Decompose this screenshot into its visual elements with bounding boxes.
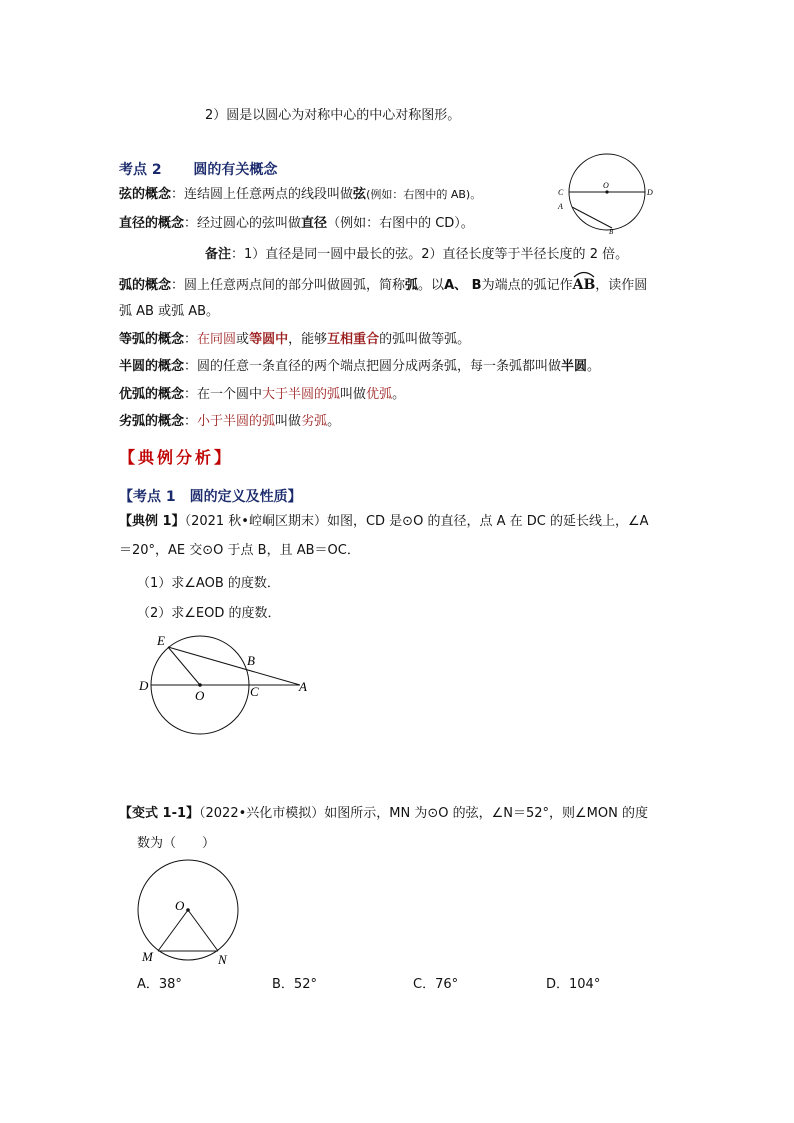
arc-symbol-text: AB [572, 277, 596, 293]
arc-text-4: ，读作圆 [595, 278, 648, 293]
major-arc-text-2: 叫做 [340, 387, 367, 402]
semicircle-text: ：圆的任意一条直径的两个端点把圆分成两条弧，每一条弧都叫做 [184, 359, 562, 374]
top-line: 2）圆是以圆心为对称中心的中心对称图形。 [205, 108, 461, 123]
figure-right-label-a: A [558, 202, 563, 211]
variant1-line1 [119, 805, 648, 823]
minor-arc-text-2: 叫做 [275, 414, 302, 429]
section-2-label: 考点 2 [119, 162, 162, 178]
variant1-tag: 【变式 1-1】 [119, 806, 200, 821]
major-arc-term: 优弧的概念 [119, 387, 185, 402]
arc-endpoints: A、 B [444, 278, 482, 293]
major-arc-red: 大于半圆的弧 [262, 387, 341, 402]
minor-arc-keyword: 劣弧 [301, 414, 328, 429]
equal-arc-text-3: ，能够 [288, 332, 328, 347]
variant1-line2: 数为（ ） [137, 836, 216, 851]
example1-question2: （2）求∠EOD 的度数． [137, 606, 281, 621]
major-arc-keyword: 优弧 [366, 387, 393, 402]
minor-arc-term: 劣弧的概念 [119, 414, 185, 429]
diameter-example: （例如：右图中的 CD）。 [327, 216, 474, 231]
chord-example: (例如：右图中的 AB)。 [366, 188, 482, 201]
ex1-label-b: B [247, 653, 255, 668]
minor-arc-text-3: 。 [327, 414, 341, 429]
figure-right-center-dot [605, 190, 608, 193]
figure-circle-chord-diameter [548, 152, 664, 234]
diameter-term: 直径的概念 [119, 216, 185, 231]
equal-arc-red-2: 等圆中 [249, 332, 289, 347]
minor-arc-definition [119, 413, 340, 431]
option-b[interactable]: B．52° [272, 977, 317, 992]
ex1-label-d: D [139, 678, 149, 693]
option-d[interactable]: D．104° [546, 977, 601, 992]
semicircle-keyword: 半圆 [561, 359, 588, 374]
arc-text-2: 。以 [418, 278, 445, 293]
chord-term: 弦的概念 [119, 187, 172, 202]
ex1-label-a: A [299, 679, 307, 694]
equal-arc-definition [119, 331, 470, 349]
equal-arc-red-3: 互相重合 [327, 332, 380, 347]
var1-label-m: M [142, 949, 153, 964]
arc-definition [119, 276, 647, 295]
figure-variant1 [130, 855, 245, 967]
figure-right-label-d: D [647, 188, 653, 197]
equal-arc-red-1: 在同圆 [197, 332, 237, 347]
kd1-heading: 【考点 1 圆的定义及性质】 [119, 489, 302, 505]
section-2-heading [119, 159, 277, 179]
figure-right-label-o: O [603, 181, 609, 190]
section-2-title: 圆的有关概念 [193, 162, 278, 178]
example1-question1: （1）求∠AOB 的度数． [137, 576, 280, 591]
ex1-label-o: O [195, 688, 205, 703]
arc-definition-line2: 弧 AB 或弧 AB。 [119, 304, 220, 319]
equal-arc-term: 等弧的概念 [119, 332, 185, 347]
ex1-center-dot [198, 683, 202, 687]
arc-keyword: 弧 [405, 278, 419, 293]
option-c[interactable]: C．76° [413, 977, 459, 992]
minor-arc-text-1: ： [184, 414, 198, 429]
figure-right-label-b: B [609, 228, 614, 234]
var1-line-mo [158, 910, 188, 951]
note-text: ：1）直径是同一圆中最长的弦。2）直径长度等于半径长度的 2 倍。 [231, 247, 629, 262]
ex1-label-c: C [250, 684, 259, 699]
arc-notation [573, 276, 596, 295]
major-arc-text-3: 。 [392, 387, 406, 402]
example1-text: （2021 秋•崆峒区期末）如图，CD 是⊙O 的直径，点 A 在 DC 的延长线上，∠A [184, 514, 649, 529]
major-arc-text-1: ：在一个圆中 [184, 387, 263, 402]
arc-symbol-icon [573, 270, 595, 278]
variant1-text: （2022•兴化市模拟）如图所示，MN 为⊙O 的弦，∠N＝52°，则∠MON 的度 [199, 806, 648, 821]
diameter-keyword: 直径 [301, 216, 328, 231]
chord-definition [119, 186, 481, 204]
figure-right-chord-ab [572, 207, 612, 228]
var1-line-on [188, 910, 218, 951]
ex1-label-e: E [157, 633, 165, 648]
var1-label-o: O [175, 898, 185, 913]
var1-center-dot [186, 908, 190, 912]
arc-term: 弧的概念 [119, 278, 172, 293]
equal-arc-text-1: ： [184, 332, 198, 347]
ex1-line-eo [168, 647, 200, 685]
minor-arc-red: 小于半圆的弧 [197, 414, 276, 429]
equal-arc-text-4: 的弧叫做等弧。 [379, 332, 471, 347]
note-label: 备注 [205, 247, 232, 262]
diameter-colon: ： [184, 216, 198, 231]
semicircle-text-2: 。 [587, 359, 601, 374]
var1-label-n: N [218, 952, 227, 967]
ex1-line-ea [168, 647, 300, 685]
semicircle-definition [119, 358, 600, 376]
note-line [205, 246, 628, 264]
arc-text-3: 为端点的弧记作 [481, 278, 573, 293]
semicircle-term: 半圆的概念 [119, 359, 185, 374]
major-arc-definition [119, 386, 405, 404]
chord-keyword: 弦 [353, 187, 367, 202]
diameter-definition [119, 215, 474, 233]
diameter-text: 经过圆心的弦叫做 [197, 216, 302, 231]
arc-text: ：圆上任意两点间的部分叫做圆弧，简称 [171, 278, 406, 293]
equal-arc-text-2: 或 [236, 332, 250, 347]
figure-right-label-c: C [558, 188, 564, 197]
example1-line1 [119, 513, 649, 531]
option-a[interactable]: A．38° [137, 977, 182, 992]
example1-tag: 【典例 1】 [119, 514, 185, 529]
chord-text: 连结圆上任意两点的线段叫做 [184, 187, 354, 202]
example1-line2: ＝20°，AE 交⊙O 于点 B，且 AB＝OC． [119, 543, 360, 558]
examples-heading: 【典例分析】 [119, 448, 234, 467]
chord-colon: ： [171, 187, 185, 202]
figure-example1 [135, 630, 315, 740]
